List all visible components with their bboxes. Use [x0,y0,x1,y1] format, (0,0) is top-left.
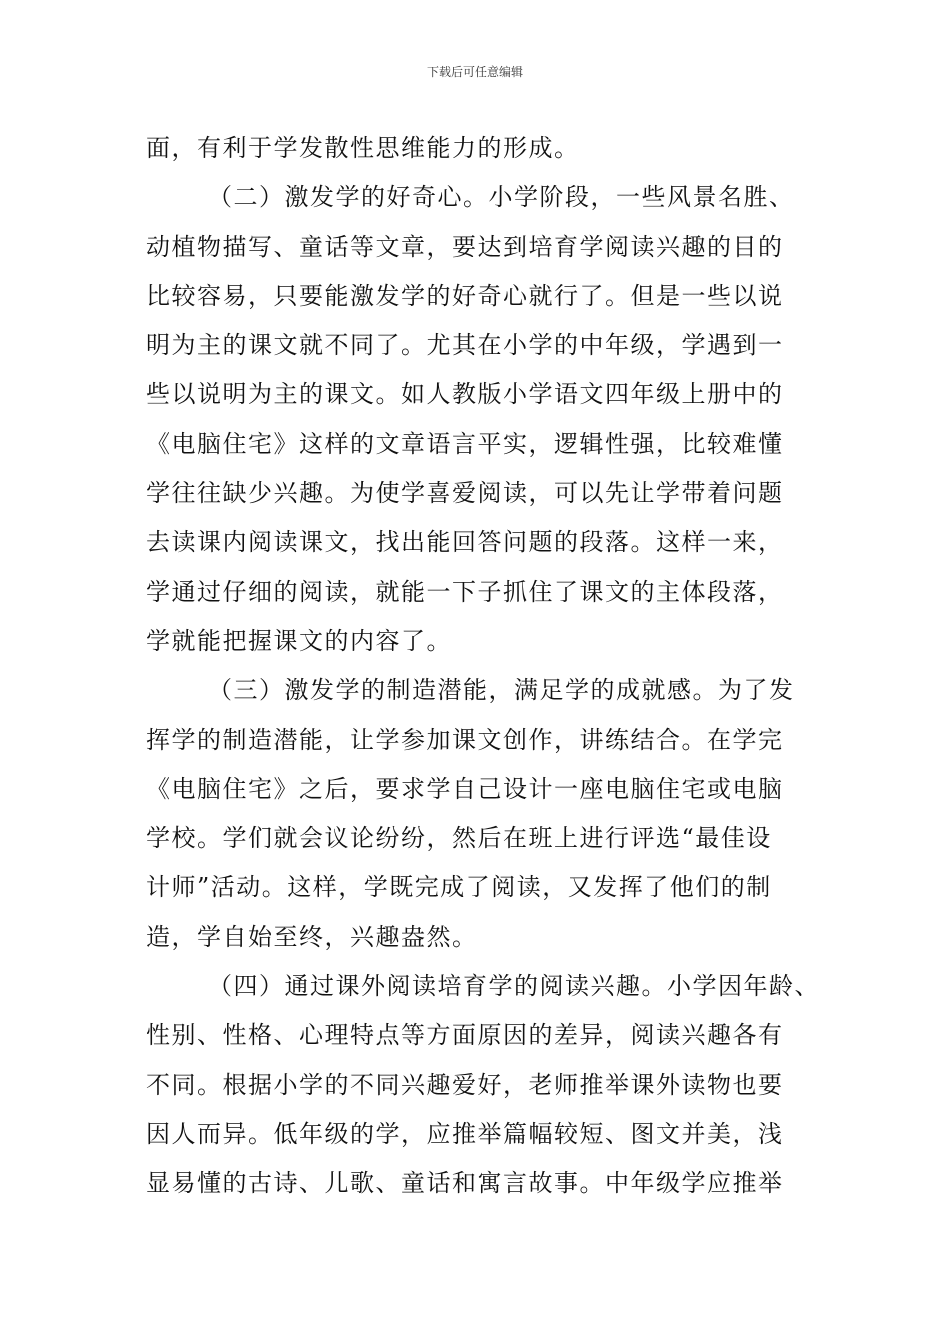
text-line: 去读课内阅读课文，找出能回答问题的段落。这样一来， [146,528,784,557]
document-body [146,124,826,1209]
text-line: 造，学自始至终，兴趣盎然。 [146,922,478,951]
text-line: 挥学的制造潜能，让学参加课文创作，讲练结合。在学完 [146,725,784,754]
text-line: 《电脑住宅》之后，要求学自己设计一座电脑住宅或电脑 [146,774,784,803]
paragraph-start-line: （三）激发学的制造潜能，满足学的成就感。为了发 [208,676,795,705]
text-line: 显易懂的古诗、儿歌、童话和寓言故事。中年级学应推举 [146,1169,784,1198]
text-line: 动植物描写、童话等文章，要达到培育学阅读兴趣的目的 [146,232,784,261]
text-line: 比较容易，只要能激发学的好奇心就行了。但是一些以说 [146,281,784,310]
text-line: 面，有利于学发散性思维能力的形成。 [146,134,580,162]
paragraph-start-line: （二）激发学的好奇心。小学阶段，一些风景名胜、 [208,183,795,212]
text-line: 因人而异。低年级的学，应推举篇幅较短、图文并美，浅 [146,1119,784,1148]
text-line: 些以说明为主的课文。如人教版小学语文四年级上册中的 [146,380,784,409]
text-line: 性别、性格、心理特点等方面原因的差异，阅读兴趣各有 [146,1021,784,1050]
text-line: 明为主的课文就不同了。尤其在小学的中年级，学遇到一 [146,331,784,360]
text-line: 学通过仔细的阅读，就能一下子抓住了课文的主体段落， [146,577,784,606]
paragraph-start-line: （四）通过课外阅读培育学的阅读兴趣。小学因年龄、 [208,972,820,1001]
text-line: 《电脑住宅》这样的文章语言平实，逻辑性强，比较难懂 [146,429,784,458]
text-line: 学校。学们就会议论纷纷，然后在班上进行评选“最佳设 [146,824,772,853]
text-line: 学往往缺少兴趣。为使学喜爱阅读，可以先让学带着问题 [146,479,784,508]
text-line: 不同。根据小学的不同兴趣爱好，老师推举课外读物也要 [146,1070,784,1099]
page-header: 下载后可任意编辑 [426,65,523,79]
text-line: 学就能把握课文的内容了。 [146,626,452,655]
text-line: 计师”活动。这样，学既完成了阅读，又发挥了他们的制 [146,873,772,902]
